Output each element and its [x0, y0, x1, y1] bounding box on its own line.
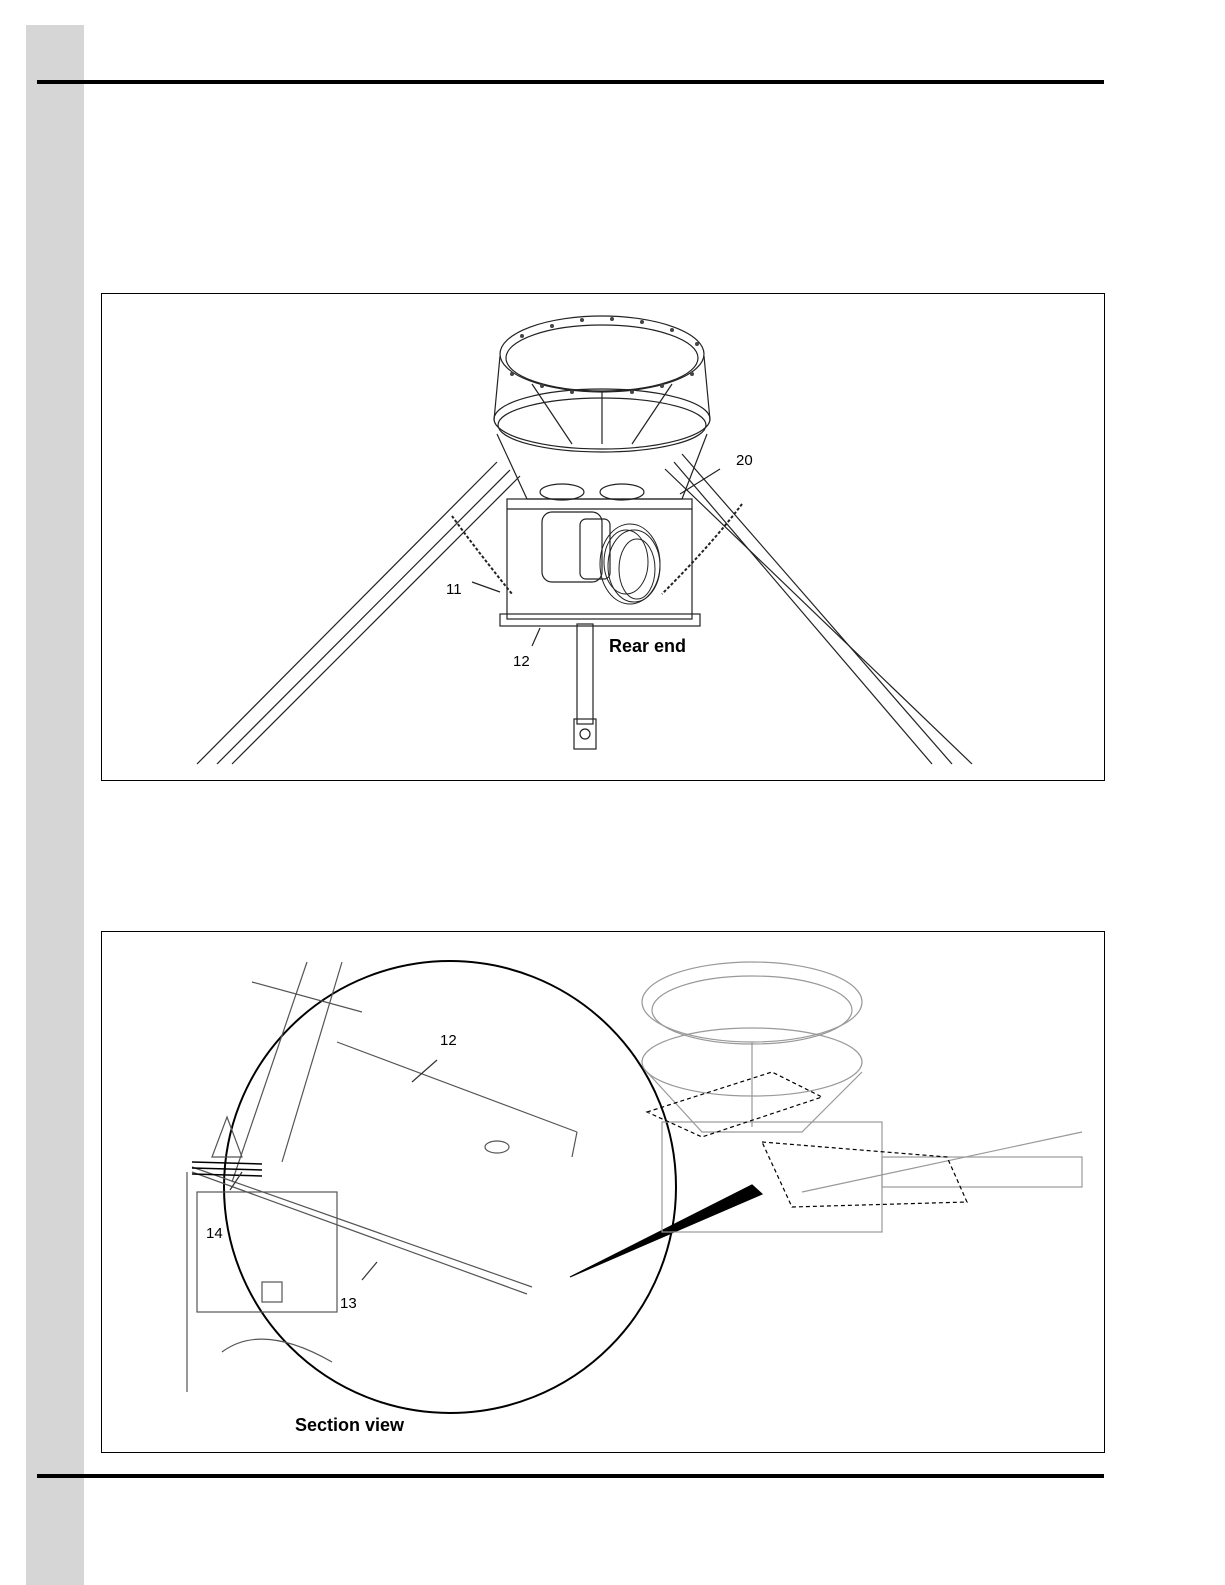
callout-20: 20 [736, 452, 753, 469]
rear-end-illustration [102, 294, 1104, 780]
rear-end-label: Rear end [609, 636, 687, 656]
callout-14: 14 [206, 1225, 223, 1242]
figure-section-view [101, 931, 1105, 1453]
header-rule [37, 80, 1104, 84]
callout-11: 11 [446, 581, 462, 598]
section-view-label: Section view [295, 1415, 405, 1435]
callout-12: 12 [513, 653, 530, 670]
callout-12: 12 [440, 1032, 457, 1049]
callout-13: 13 [340, 1295, 357, 1312]
footer-rule [37, 1474, 1104, 1478]
section-view-illustration [102, 932, 1104, 1452]
figure-rear-end [101, 293, 1105, 781]
page-side-tab [26, 25, 84, 1585]
